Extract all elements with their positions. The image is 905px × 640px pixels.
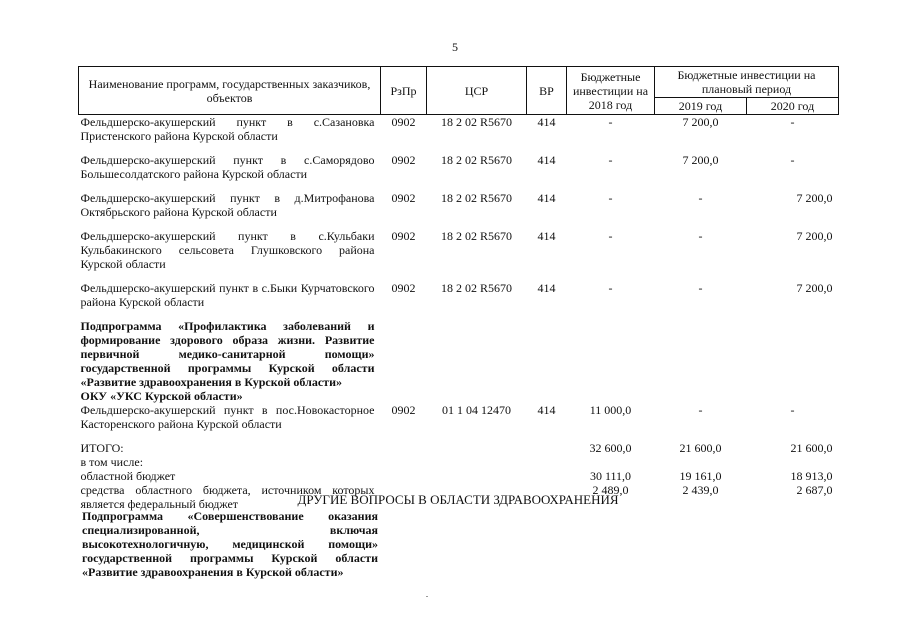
vr-cell: 414 [537, 115, 556, 129]
total-label: ИТОГО: [80, 441, 124, 455]
federal-2018: 2 489,0 [592, 483, 629, 497]
total-2019: 21 600,0 [679, 441, 722, 455]
object-name: Фельдшерско-акушерский пункт в с.Саморядово Большесолдатского района Курской области [80, 153, 375, 181]
value-2018: - [608, 191, 613, 205]
table-row [79, 229, 839, 271]
object-name: Фельдшерско-акушерский пункт в с.Кульбаки Кульбакинского сельсовета Глушковского района Курской области [80, 229, 375, 271]
value-2019: 7 200,0 [682, 153, 719, 167]
regional-2020: 18 913,0 [790, 469, 833, 483]
object-name: Фельдшерско-акушерский пункт в д.Митрофанова Октябрьского района Курской области [80, 191, 375, 219]
subprogram-title: Подпрограмма «Профилактика заболеваний и формирование здорового образа жизни. Развитие первичной медико-санитарной помощи» государственной программы Курской области «Развитие здравоохранения в Курской области» [80, 319, 375, 389]
value-2019: - [698, 229, 703, 243]
total-2020: 21 600,0 [790, 441, 833, 455]
table-row [79, 191, 839, 219]
federal-budget-label: средства областного бюджета, источником которых является федеральный бюджет [80, 483, 375, 511]
customer-name: ОКУ «УКС Курской области» [80, 389, 243, 403]
regional-budget-row [79, 469, 839, 483]
header-budget-2018: Бюджетные инвестиции на 2018 год [567, 67, 655, 115]
subprogram-row [79, 319, 839, 389]
value-2019: - [698, 281, 703, 295]
csr-cell: 18 2 02 R5670 [440, 281, 512, 295]
rzpr-cell: 0902 [391, 229, 416, 243]
value-2018: 11 000,0 [589, 403, 632, 417]
csr-cell: 18 2 02 R5670 [440, 115, 512, 129]
including-row [79, 455, 839, 469]
investment-table [78, 66, 839, 511]
federal-2020: 2 687,0 [796, 483, 833, 497]
value-2020: - [790, 115, 795, 129]
value-2020: 7 200,0 [796, 229, 833, 243]
value-2018: - [608, 115, 613, 129]
rzpr-cell: 0902 [391, 281, 416, 295]
header-2019: 2019 год [655, 98, 747, 115]
page-number: 5 [452, 40, 458, 54]
vr-cell: 414 [537, 153, 556, 167]
object-name: Фельдшерско-акушерский пункт в с.Быки Курчатовского района Курской области [80, 281, 375, 309]
value-2019: - [698, 403, 703, 417]
table-row [79, 153, 839, 181]
header-rzpr: РзПр [381, 67, 427, 115]
total-row [79, 441, 839, 455]
header-csr: ЦСР [427, 67, 527, 115]
value-2020: - [790, 153, 795, 167]
total-2018: 32 600,0 [589, 441, 632, 455]
regional-budget-label: областной бюджет [80, 469, 176, 483]
vr-cell: 414 [537, 281, 556, 295]
header-name: Наименование программ, государственных заказчиков, объектов [79, 67, 381, 115]
table-row [79, 403, 839, 431]
value-2020: - [790, 403, 795, 417]
customer-row [79, 389, 839, 403]
value-2019: 7 200,0 [682, 115, 719, 129]
value-2019: - [698, 191, 703, 205]
vr-cell: 414 [537, 403, 556, 417]
csr-cell: 18 2 02 R5670 [440, 229, 512, 243]
header-plan-period: Бюджетные инвестиции на плановый период [655, 67, 839, 98]
csr-cell: 01 1 04 12470 [442, 403, 511, 417]
value-2018: - [608, 153, 613, 167]
subprogram-title-2: Подпрограмма «Совершенствование оказания специализированной, включая высокотехнологичную, медицинской помощи» государственной программы Курской области «Развитие здравоохранения в Курской области» [82, 509, 378, 579]
section-title: ДРУГИЕ ВОПРОСЫ В ОБЛАСТИ ЗДРАВООХРАНЕНИЯ [297, 492, 619, 507]
value-2020: 7 200,0 [796, 191, 833, 205]
vr-cell: 414 [537, 229, 556, 243]
rzpr-cell: 0902 [391, 115, 416, 129]
value-2018: - [608, 281, 613, 295]
header-vr: ВР [527, 67, 567, 115]
including-label: в том числе: [80, 455, 144, 469]
rzpr-cell: 0902 [391, 153, 416, 167]
federal-2019: 2 439,0 [682, 483, 719, 497]
rzpr-cell: 0902 [391, 191, 416, 205]
object-name: Фельдшерско-акушерский пункт в с.Сазановка Пристенского района Курской области [80, 115, 375, 143]
scan-speck [426, 596, 428, 597]
vr-cell: 414 [537, 191, 556, 205]
table-row [79, 115, 839, 144]
rzpr-cell: 0902 [391, 403, 416, 417]
csr-cell: 18 2 02 R5670 [440, 191, 512, 205]
regional-2018: 30 111,0 [589, 469, 632, 483]
object-name: Фельдшерско-акушерский пункт в пос.Новокасторное Касторенского района Курской области [80, 403, 375, 431]
csr-cell: 18 2 02 R5670 [440, 153, 512, 167]
regional-2019: 19 161,0 [679, 469, 722, 483]
table-row [79, 281, 839, 309]
value-2018: - [608, 229, 613, 243]
value-2020: 7 200,0 [796, 281, 833, 295]
header-2020: 2020 год [747, 98, 839, 115]
